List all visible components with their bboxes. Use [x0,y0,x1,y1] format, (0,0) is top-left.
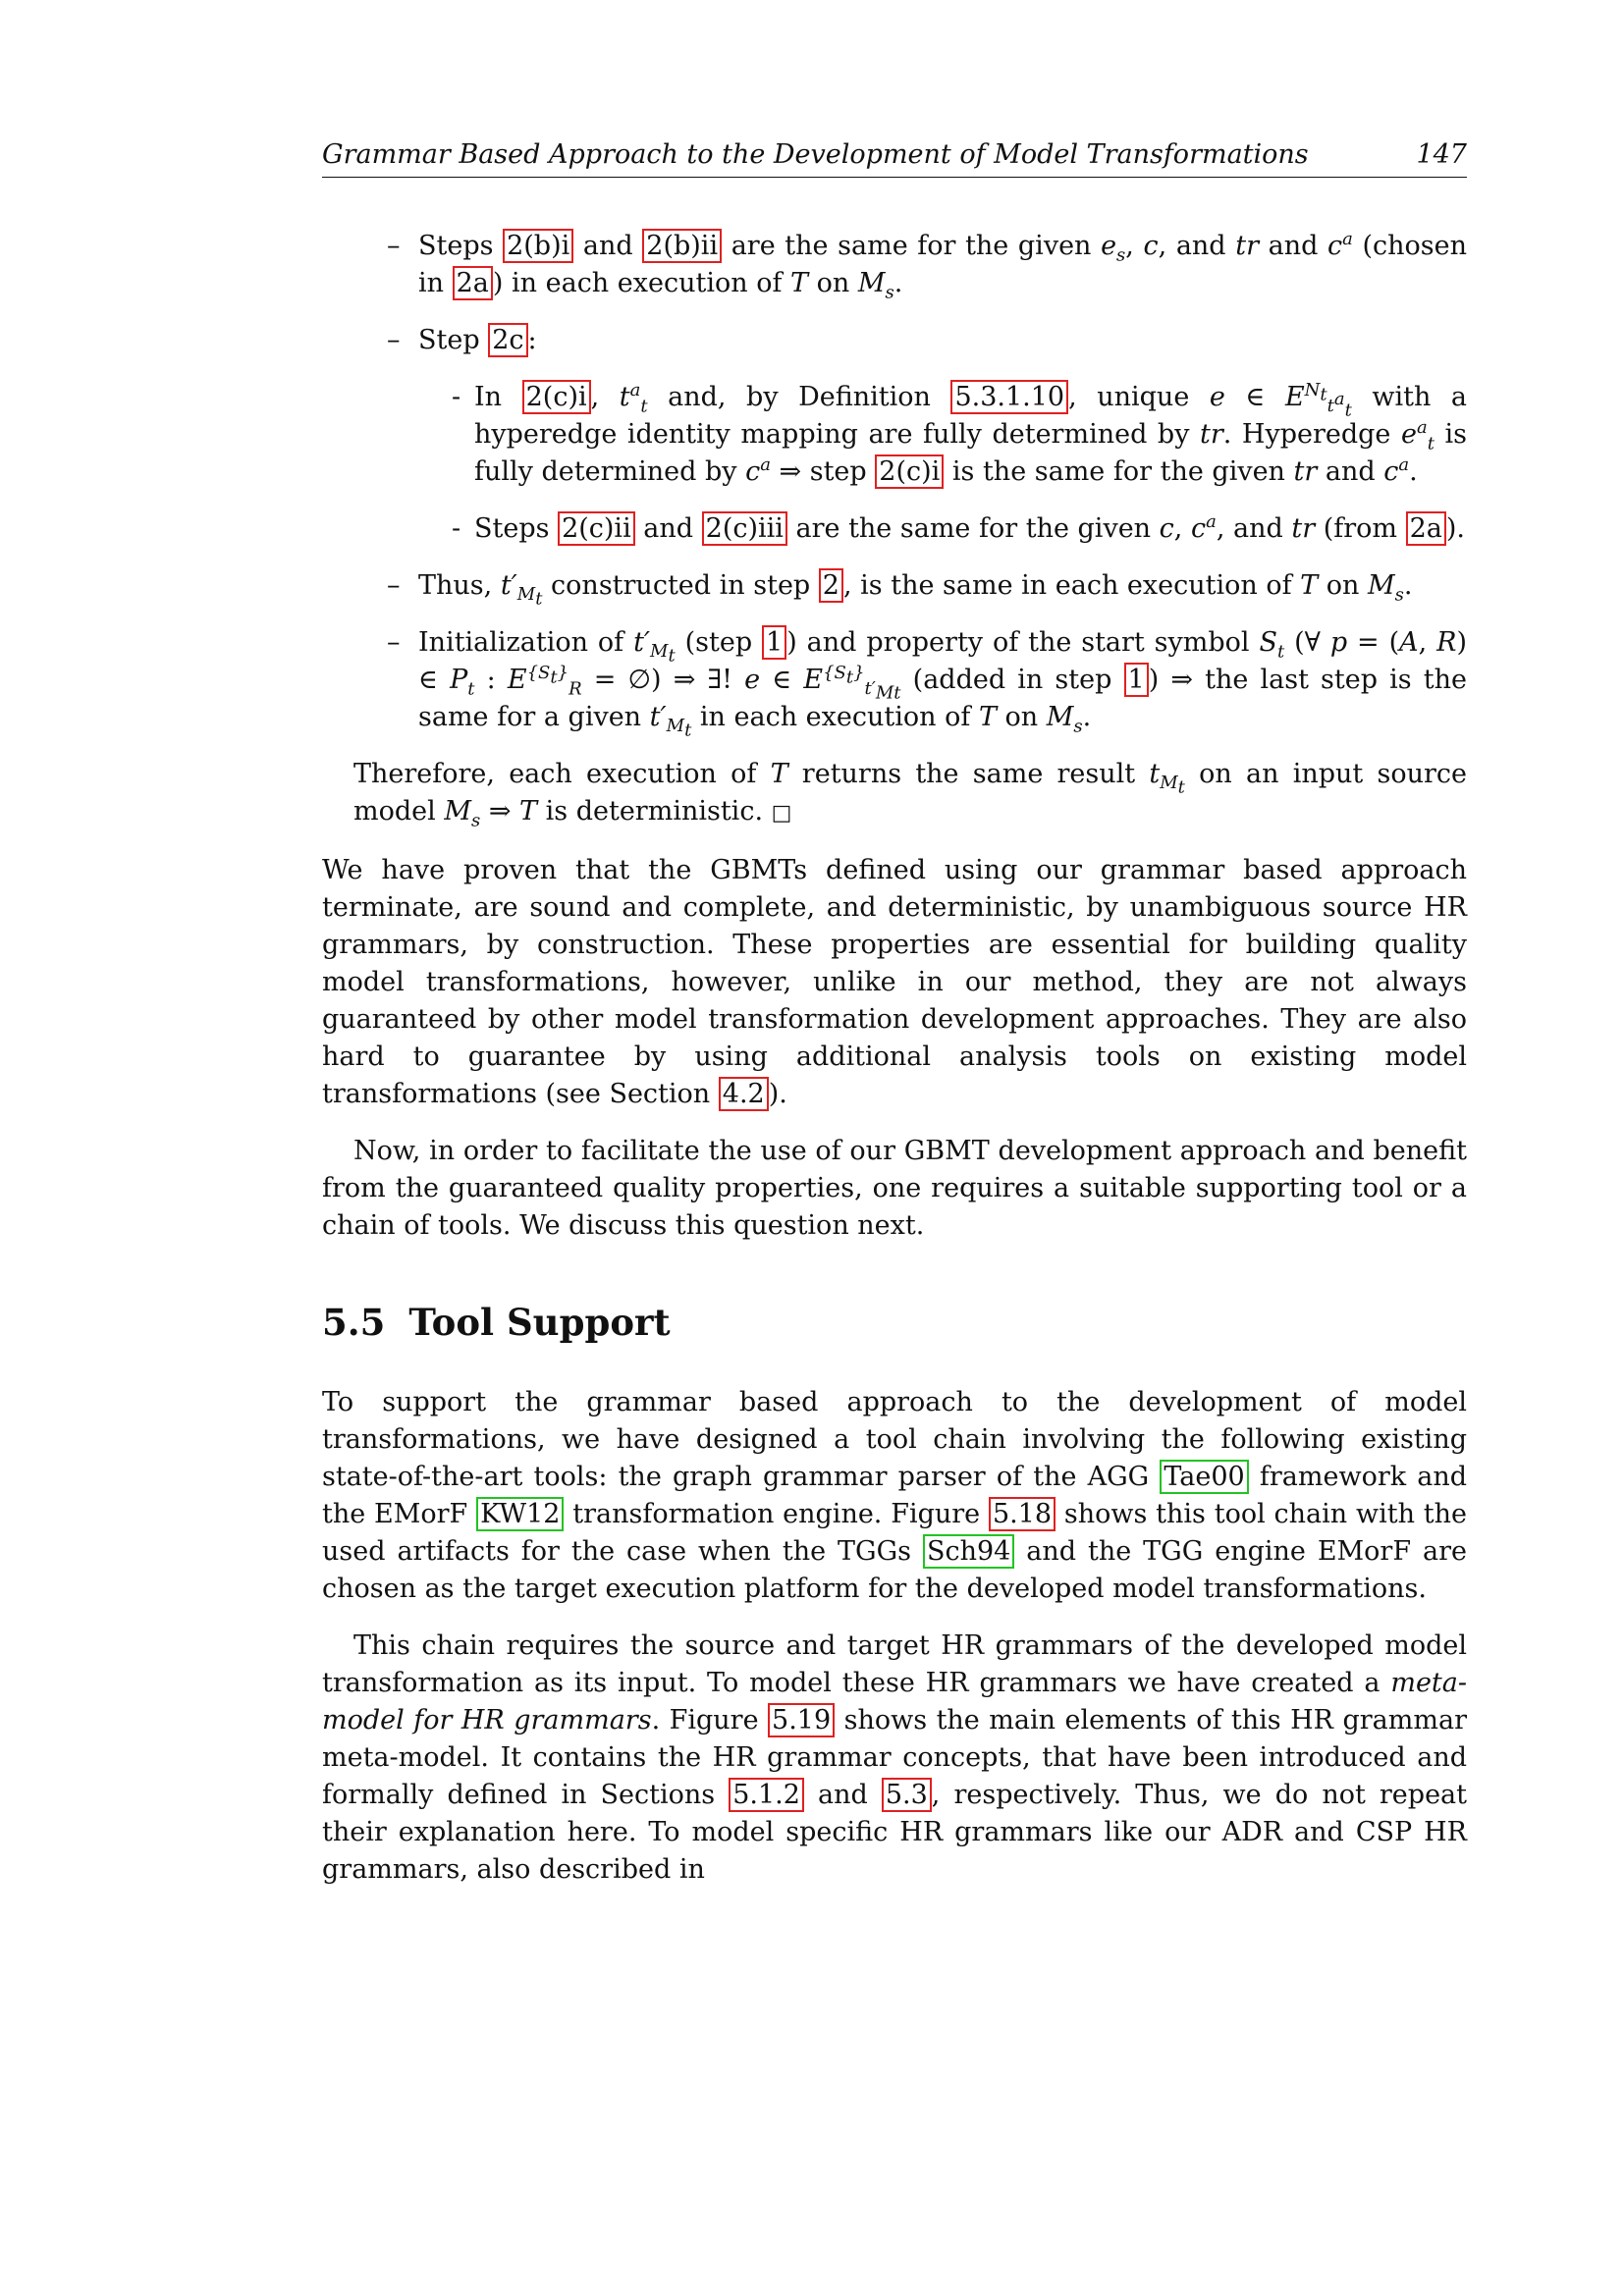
section-number: 5.5 [322,1301,386,1344]
ref-step-2a-b[interactable]: 2a [1406,511,1446,546]
ref-step-2bi[interactable]: 2(b)i [503,229,573,263]
proof-subbullet-2cii: - Steps 2(c)ii and 2(c)iii are the same for the given c, $c^a$, and tr (from 2a ). [452,511,1465,544]
cite-sch94[interactable]: Sch94 [923,1534,1014,1569]
paragraph-tool-chain: To support the grammar based approach to the development of model transformations, we have designed a tool chain involving the following existing state-of-the-art tools: the graph grammar parser of the AGG Tae00 framework and the EMorF KW12 transformation engine. Figure 5.18 shows this tool chain with the used artifacts for the case when the TGGs Sch94 and the TGG engine EMorF are chosen as the target execution platform for the developed model transformations. [322,1387,1468,1604]
proof-bullet-steps-2b: – Steps 2(b)i and 2(b)ii are the same for the given $e_s$, c, and tr and $c^a$ (chosen in 2a ) in each execution of T on $M_s$. [387,229,1467,303]
ref-step-1-b[interactable]: 1 [1124,663,1149,697]
ref-section-5-1-2[interactable]: 5.1.2 [729,1778,804,1812]
proof-bullet-thus: – Thus, $t'_{M_t}$ constructed in step 2 , is the same in each execution of T on $M_s$. [387,570,1413,610]
proof-bullet-initialization: – Initialization of $t'_{M_t}$ (step 1 ) and property of the start symbol $S_t$ (∀ p = (A, R) ∈ $P_t$ : $E^{\{S_t\}}_R$ = ∅) ⇒ ∃! e ∈ $E^{\{S_t\}}_{t'_{Mt}}$ (added in step 1 ) ⇒ the last step is the same for a given $t'_{M_t}$ in each execution of T on $M_s$. [387,627,1468,741]
cite-kw12[interactable]: KW12 [476,1497,564,1531]
ref-definition[interactable]: 5.3.1.10 [950,380,1068,414]
page-body [322,228,1467,1889]
ref-step-2bii[interactable]: 2(b)ii [642,229,722,263]
ref-step-1[interactable]: 1 [762,625,786,660]
ref-section-4-2[interactable]: 4.2 [719,1077,769,1111]
proof-bullet-step-2c: – Step 2c : [387,325,537,355]
paragraph-meta-model: This chain requires the source and target HR grammars of the developed model transformation as its input. To model these HR grammars we have created a meta-model for HR grammars. Figure 5.19 shows the main elements of this HR grammar meta-model. It contains the HR grammar concepts, that have been introduced and formally defined in Sections 5.1.2 and 5.3 , respectively. Thus, we do not repeat their explanation here. To model specific HR grammars like our ADR and CSP HR grammars, also described in [322,1630,1467,1885]
ref-step-2ci-b[interactable]: 2(c)i [875,454,944,489]
ref-step-2[interactable]: 2 [819,568,843,603]
proof-subbullet-2ci: - In 2(c)i , $t^a_t$ and, by Definition 5.3.1.10 , unique e ∈ $E^{N_t}_{t^a_t}$ with a hyperedge identity mapping are fully determined by tr. Hyperedge $e^a_t$ is fully determined by $c^a$ ⇒ step 2(c)i is the same for the given tr and $c^a$. [452,380,1468,487]
proof-conclusion: Therefore, each execution of T returns the same result $t_{M_t}$ on an input source model $M_s$ ⇒ T is deterministic. □ [353,759,1468,831]
ref-step-2ciii[interactable]: 2(c)iii [702,511,787,546]
section-heading [322,1301,1467,1344]
cite-tae00[interactable]: Tae00 [1160,1460,1248,1494]
running-header [322,133,1467,178]
paragraph-tooling-need: Now, in order to facilitate the use of our GBMT development approach and benefit from the guaranteed quality properties, one requires a suitable supporting tool or a chain of tools. We discuss this question next. [322,1136,1467,1241]
ref-figure-5-19[interactable]: 5.19 [768,1703,835,1737]
ref-step-2a[interactable]: 2a [453,266,493,300]
section-title: Tool Support [408,1301,671,1344]
running-title: Grammar Based Approach to the Development of Model Transformations [322,139,1309,170]
ref-step-2ci[interactable]: 2(c)i [522,380,591,414]
ref-step-2cii[interactable]: 2(c)ii [558,511,635,546]
paragraph-proven-properties: We have proven that the GBMTs defined using our grammar based approach terminate, are sound and complete, and deterministic, by unambiguous source HR grammars, by construction. These properties are essential for building quality model transformations, however, unlike in our method, they are not always guaranteed by other model transformation development approaches. They are also hard to guarantee by using additional analysis tools on existing model transformations (see Section 4.2 ). [322,855,1467,1109]
ref-step-2c[interactable]: 2c [488,323,527,357]
ref-section-5-3[interactable]: 5.3 [882,1778,932,1812]
page-number: 147 [1416,139,1467,170]
ref-figure-5-18[interactable]: 5.18 [989,1497,1056,1531]
